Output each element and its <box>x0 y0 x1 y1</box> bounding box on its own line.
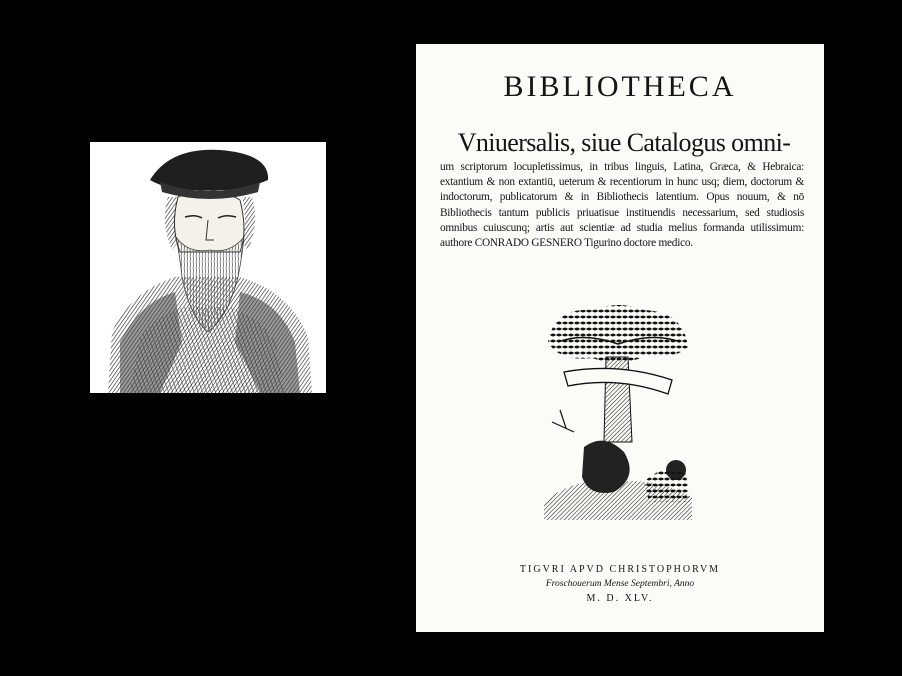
page-title: BIBLIOTHECA <box>503 70 737 103</box>
woodcut-illustration <box>544 302 692 520</box>
portrait-engraving <box>90 142 326 393</box>
woodcut-tree-and-figure-icon <box>544 302 692 520</box>
imprint-year: M. D. XLV. <box>586 593 654 604</box>
engraved-bearded-man-portrait-icon <box>90 142 326 393</box>
book-title-page <box>416 44 824 632</box>
imprint-printer: TIGVRI APVD CHRISTOPHORVM <box>519 564 721 575</box>
title-page-body-text: um scriptorum locupletissimus, in tribus linguis, Latina, Græca, & Hebraica: extantium & non extantiū, ueterum & recentiorum in hunc usq; diem, doctorum & indoctorum, publicatorum & in Bibliothecis latentium. Opus nouum, & nō Bibliothecis tantum publicis priuatisue instituendis necessarium, sed studiosis omnibus cuiuscunq; artis aut scientiæ ad studia melius formanda utilissimum: authore CONRADO GESNERO Tigurino doctore medico. <box>440 161 804 250</box>
imprint-date: Froschouerum Mense Septembri, Anno <box>545 579 695 589</box>
subtitle: Vniuersalis, siue Catalogus omni- <box>457 128 791 157</box>
